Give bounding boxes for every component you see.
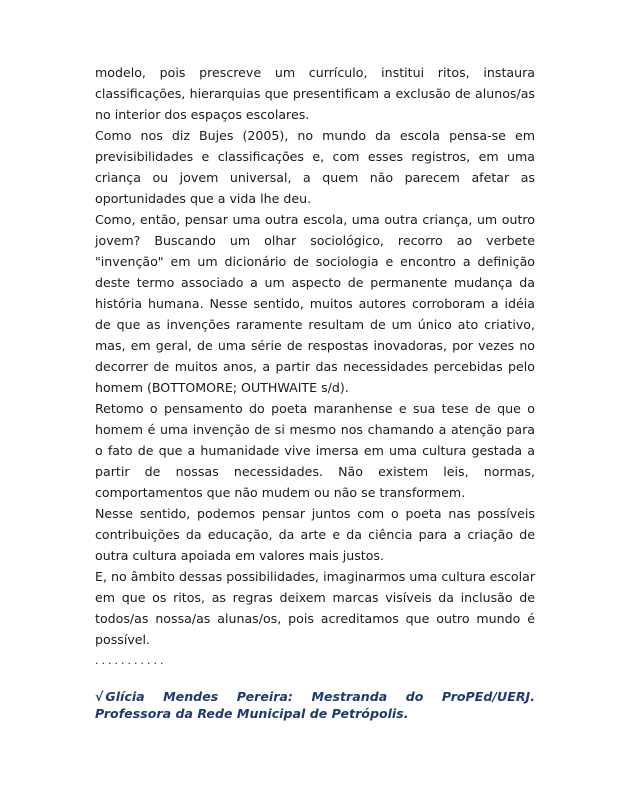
dotted-separator: ........... [95, 654, 167, 667]
author-signature [95, 688, 535, 722]
check-mark-icon: √ [95, 689, 104, 704]
paragraph: E, no âmbito dessas possibilidades, imaginarmos uma cultura escolar em que os ritos, as regras deixem marcas visíveis da inclusão de todos/as nossa/as alunas/os, pois acreditamos que outro mundo é possível. [95, 569, 535, 647]
paragraph: Retomo o pensamento do poeta maranhense e sua tese de que o homem é uma invenção de si mesmo nos chamando a atenção para o fato de que a humanidade vive imersa em uma cultura gestada a partir de nossas necessidades. Não existem leis, normas, comportamentos que não mudem ou não se transformem. [95, 401, 535, 500]
paragraph: Nesse sentido, podemos pensar juntos com o poeta nas possíveis contribuições da educação, da arte e da ciência para a criação de outra cultura apoiada em valores mais justos. [95, 506, 535, 563]
paragraph: Como nos diz Bujes (2005), no mundo da escola pensa-se em previsibilidades e classificações e, com esses registros, em uma criança ou jovem universal, a quem não parecem afetar as oportunidades que a vida lhe deu. [95, 128, 535, 206]
author-signature-text: Glícia Mendes Pereira: Mestranda do ProPEd/UERJ. Professora da Rede Municipal de Petrópolis. [95, 689, 535, 721]
document-page [95, 62, 535, 722]
paragraph: Como, então, pensar uma outra escola, uma outra criança, um outro jovem? Buscando um olhar sociológico, recorro ao verbete "invenção" em um dicionário de sociologia e encontro a definição deste termo associado a um aspecto de permanente mudança da história humana. Nesse sentido, muitos autores corroboram a idéia de que as invenções raramente resultam de um único ato criativo, mas, em geral, de uma série de respostas inovadoras, por vezes no decorrer de muitos anos, a partir das necessidades percebidas pelo homem (BOTTOMORE; OUTHWAITE s/d). [95, 212, 535, 395]
paragraph: modelo, pois prescreve um currículo, institui ritos, instaura classificações, hierarquias que presentificam a exclusão de alunos/as no interior dos espaços escolares. [95, 65, 535, 122]
